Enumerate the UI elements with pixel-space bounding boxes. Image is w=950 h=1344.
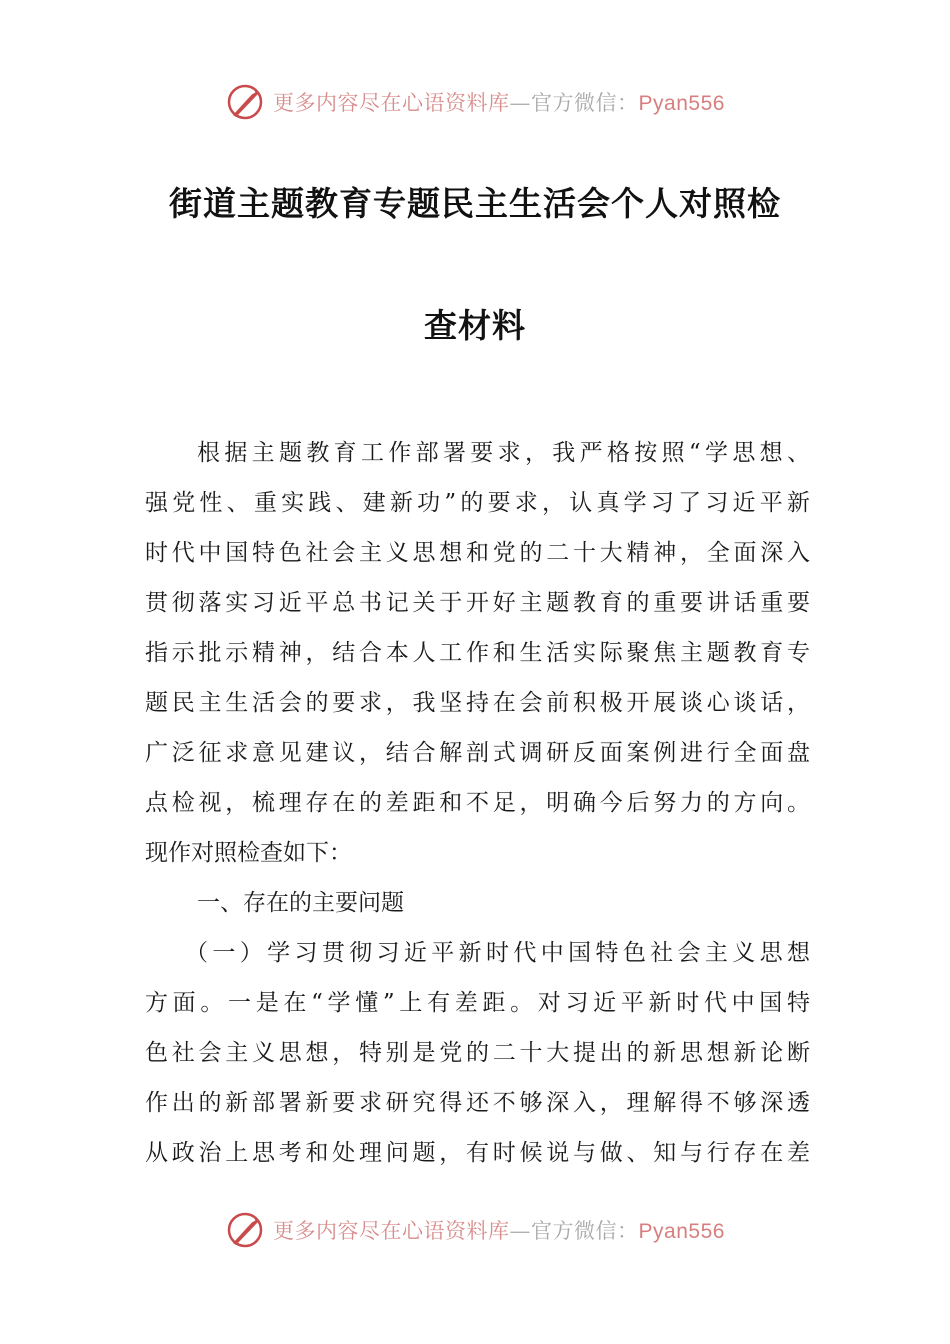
watermark-text — [273, 87, 725, 117]
body-line: 色社会主义思想，特别是党的二十大提出的新思想新论断 — [145, 1040, 810, 1066]
body-line: 贯彻落实习近平总书记关于开好主题教育的重要讲话重要 — [145, 590, 810, 616]
body-line: 作出的新部署新要求研究得还不够深入，理解得不够深透 — [145, 1090, 810, 1116]
watermark-wechat-id: Pyan556 — [638, 1220, 725, 1243]
document-title-line-1: 街道主题教育专题民主生活会个人对照检 — [169, 184, 781, 223]
watermark-separator: — — [509, 91, 532, 115]
watermark-brand: 更多内容尽在心语资料库 — [273, 91, 510, 115]
body-line: 根据主题教育工作部署要求，我严格按照“学思想、 — [197, 440, 810, 466]
watermark-brand: 更多内容尽在心语资料库 — [273, 1219, 510, 1243]
subsection-line: （一）学习贯彻习近平新时代中国特色社会主义思想 — [185, 940, 810, 966]
body-line: 指示批示精神，结合本人工作和生活实际聚焦主题教育专 — [145, 640, 810, 666]
header-watermark-banner — [0, 80, 950, 124]
body-line: 现作对照检查如下： — [145, 840, 352, 866]
section-heading: 一、存在的主要问题 — [197, 890, 404, 916]
quill-logo-icon — [225, 82, 265, 122]
watermark-contact-label: 官方微信： — [531, 1219, 639, 1243]
watermark-text — [273, 1215, 725, 1245]
watermark-wechat-id: Pyan556 — [638, 92, 725, 115]
document-body — [145, 428, 810, 1178]
body-line: 方面。一是在“学懂”上有差距。对习近平新时代中国特 — [145, 990, 810, 1016]
watermark-contact-label: 官方微信： — [531, 91, 639, 115]
body-line: 从政治上思考和处理问题，有时候说与做、知与行存在差 — [145, 1140, 810, 1166]
body-line: 广泛征求意见建议，结合解剖式调研反面案例进行全面盘 — [145, 740, 810, 766]
body-line: 强党性、重实践、建新功”的要求，认真学习了习近平新 — [145, 490, 810, 516]
body-line: 点检视，梳理存在的差距和不足，明确今后努力的方向。 — [145, 790, 810, 816]
body-line: 题民主生活会的要求，我坚持在会前积极开展谈心谈话， — [145, 690, 810, 716]
watermark-separator: — — [509, 1219, 532, 1243]
footer-watermark-banner — [0, 1208, 950, 1252]
quill-logo-icon — [225, 1210, 265, 1250]
body-line: 时代中国特色社会主义思想和党的二十大精神，全面深入 — [145, 540, 810, 566]
document-title-line-2: 查材料 — [424, 306, 526, 345]
